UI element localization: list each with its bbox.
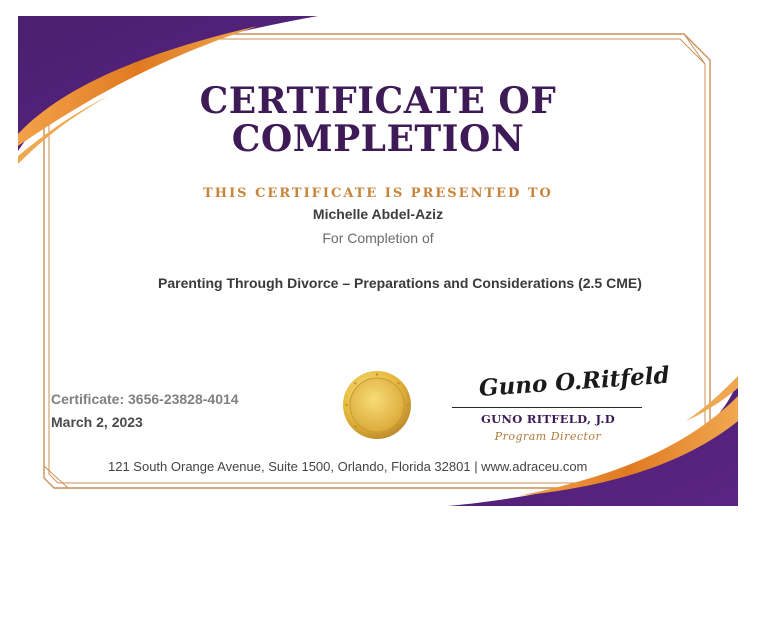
signer-name: GUNO RITFELD, J.D bbox=[480, 412, 616, 426]
gold-seal-icon bbox=[342, 370, 412, 440]
certificate-number: Certificate: 3656-23828-4014 bbox=[51, 391, 239, 407]
signature: Guno O.Ritfeld bbox=[478, 361, 671, 402]
certificate-title-line2: COMPLETION bbox=[231, 118, 525, 160]
course-title: Parenting Through Divorce – Preparations and Considerations (2.5 CME) bbox=[158, 275, 642, 291]
recipient-name: Michelle Abdel-Aziz bbox=[312, 206, 444, 222]
signature-line bbox=[452, 407, 642, 408]
corner-accent-bottom-left bbox=[44, 466, 68, 488]
footer-address: 121 South Orange Avenue, Suite 1500, Orlando, Florida 32801 | www.adraceu.com bbox=[108, 459, 588, 474]
certificate bbox=[18, 16, 738, 506]
certificate-title bbox=[18, 82, 738, 158]
certificate-title-line1: CERTIFICATE OF bbox=[199, 80, 557, 122]
corner-accent-top-right bbox=[684, 34, 705, 64]
presented-to-heading: THIS CERTIFICATE IS PRESENTED TO bbox=[203, 186, 553, 201]
completion-label: For Completion of bbox=[322, 230, 434, 246]
signer-role: Program Director bbox=[494, 430, 602, 443]
certificate-date: March 2, 2023 bbox=[51, 414, 143, 430]
